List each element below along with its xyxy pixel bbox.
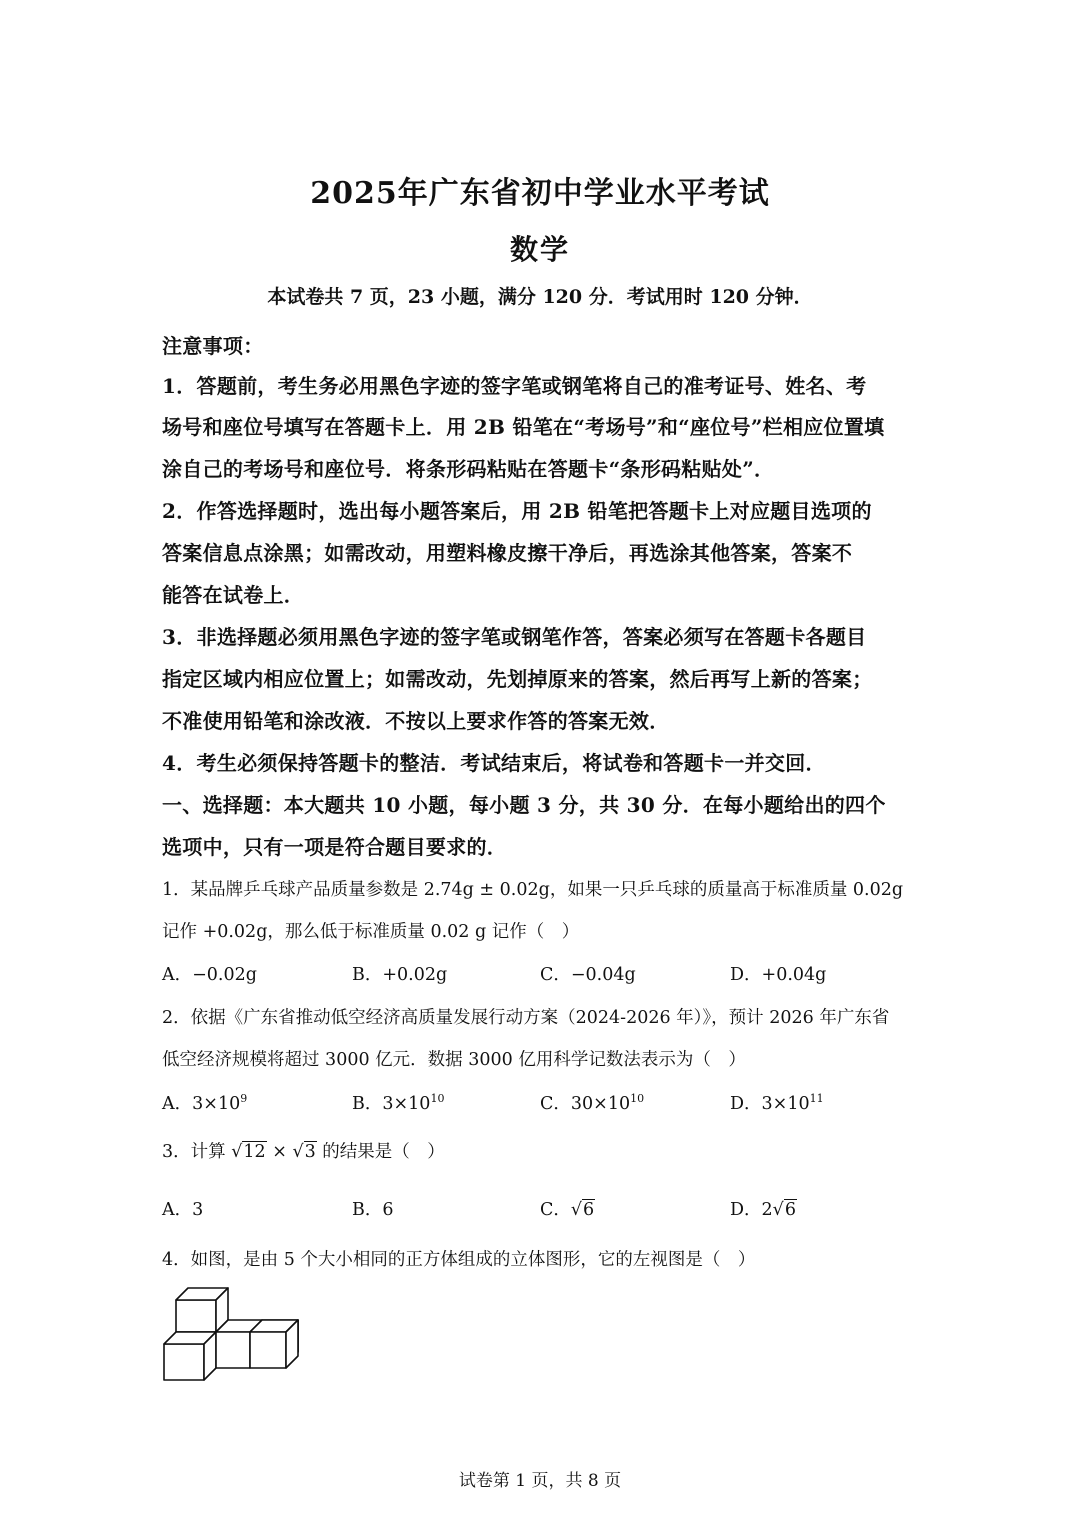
- notice-line: 4．考生必须保持答题卡的整洁．考试结束后，将试卷和答题卡一并交回．: [162, 751, 826, 775]
- q3-option-b: [352, 1196, 394, 1221]
- q2-option-d: [730, 1090, 824, 1115]
- option-label: C．: [540, 1200, 571, 1220]
- option-value: 30×10: [570, 1094, 631, 1114]
- question-4-line: 4．如图，是由 5 个大小相同的正方体组成的立体图形，它的左视图是（ ）: [162, 1250, 756, 1270]
- q2-option-b: [352, 1090, 444, 1115]
- notice-line: 1．答题前，考生务必用黑色字迹的签字笔或钢笔将自己的准考证号、姓名、考: [162, 374, 867, 398]
- radicand: 6: [784, 1200, 796, 1220]
- section-heading: 选项中，只有一项是符合题目要求的．: [162, 835, 508, 859]
- q2-option-c: [540, 1090, 644, 1115]
- section-heading: 一、选择题：本大题共 10 小题，每小题 3 分，共 30 分．在每小题给出的四个: [162, 793, 886, 817]
- question-text: 的结果是（ ）: [316, 1142, 445, 1162]
- option-label: C．: [540, 1094, 571, 1114]
- option-value: 3×10: [761, 1094, 810, 1114]
- option-label: A．: [162, 1094, 193, 1114]
- q1-option-c: C．−0.04g: [540, 965, 636, 985]
- cube-face: [164, 1344, 204, 1380]
- question-1-line-2: 记作 +0.02g，那么低于标准质量 0.02 g 记作（ ）: [162, 922, 580, 942]
- question-text: 3．计算: [162, 1142, 232, 1162]
- option-label: D．: [730, 1200, 762, 1220]
- option-label: B．: [352, 1200, 383, 1220]
- q1-option-d: D．+0.04g: [730, 965, 827, 985]
- radicand: 3: [304, 1142, 316, 1162]
- notice-line: 3．非选择题必须用黑色字迹的签字笔或钢笔作答，答案必须写在答题卡各题目: [162, 625, 867, 649]
- notice-line: 能答在试卷上．: [162, 583, 305, 607]
- sqrt-sign: √: [772, 1200, 784, 1220]
- notice-line: 涂自己的考场号和座位号．将条形码粘贴在答题卡“条形码粘贴处”．: [162, 457, 775, 481]
- option-label: B．: [352, 1094, 383, 1114]
- times-sign: ×: [266, 1142, 293, 1162]
- exam-title: 2025年广东省初中学业水平考试: [310, 176, 770, 211]
- q2-option-a: [162, 1090, 247, 1115]
- cube-face: [250, 1332, 286, 1368]
- cube-face: [176, 1300, 216, 1332]
- notice-heading: 注意事项：: [162, 334, 264, 358]
- q1-option-b: B．+0.02g: [352, 965, 448, 985]
- question-2-line-2: 低空经济规模将超过 3000 亿元．数据 3000 亿用科学记数法表示为（ ）: [162, 1050, 746, 1070]
- notice-line: 答案信息点涂黑；如需改动，用塑料橡皮擦干净后，再选涂其他答案，答案不: [162, 541, 853, 565]
- option-label: A．: [162, 1200, 193, 1220]
- option-exponent: 9: [240, 1092, 248, 1106]
- cube-figure: [158, 1280, 308, 1390]
- page-footer: 试卷第 1 页，共 8 页: [458, 1471, 622, 1491]
- question-2-line-1: 2．依据《广东省推动低空经济高质量发展行动方案（2024-2026 年）》，预计 2026 年广东省: [162, 1008, 890, 1028]
- notice-line: 2．作答选择题时，选出每小题答案后，用 2B 铅笔把答题卡上对应题目选项的: [162, 499, 872, 523]
- notice-line: 不准使用铅笔和涂改液．不按以上要求作答的答案无效．: [162, 709, 670, 733]
- option-value: 3×10: [382, 1094, 431, 1114]
- cube-face: [216, 1332, 250, 1368]
- option-value: 3×10: [192, 1094, 241, 1114]
- option-value: 3: [192, 1200, 204, 1220]
- option-exponent: 10: [430, 1092, 445, 1106]
- option-label: D．: [730, 1094, 762, 1114]
- notice-line: 场号和座位号填写在答题卡上．用 2B 铅笔在“考场号”和“座位号”栏相应位置填: [162, 415, 885, 439]
- option-value: 6: [382, 1200, 394, 1220]
- option-exponent: 11: [809, 1092, 824, 1106]
- q3-option-c: [540, 1196, 595, 1221]
- exam-info: 本试卷共 7 页，23 小题，满分 120 分．考试用时 120 分钟．: [267, 286, 813, 308]
- question-3-line: [162, 1138, 445, 1163]
- q3-option-d: [730, 1196, 797, 1221]
- sqrt-sign: √: [231, 1142, 243, 1162]
- radicand: 12: [243, 1142, 266, 1162]
- radicand: 6: [583, 1200, 595, 1220]
- question-1-line-1: 1．某品牌乒乓球产品质量参数是 2.74g ± 0.02g，如果一只乒乓球的质量高于标准质量 0.02g: [162, 880, 904, 900]
- sqrt-sign: √: [570, 1200, 583, 1220]
- option-value: 2: [761, 1200, 773, 1220]
- sqrt-sign: √: [292, 1142, 304, 1162]
- q3-option-a: [162, 1196, 203, 1221]
- notice-line: 指定区域内相应位置上；如需改动，先划掉原来的答案，然后再写上新的答案；: [162, 667, 873, 691]
- q1-option-a: A．−0.02g: [162, 965, 257, 985]
- option-exponent: 10: [630, 1092, 645, 1106]
- exam-subject: 数学: [509, 233, 570, 266]
